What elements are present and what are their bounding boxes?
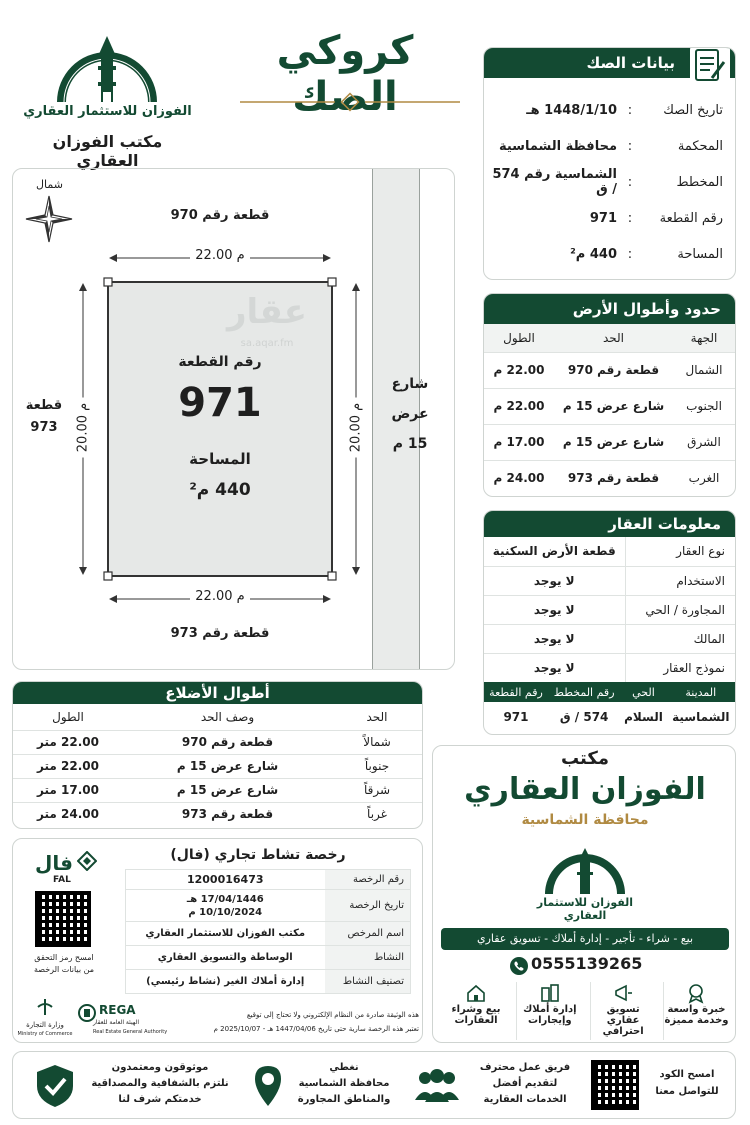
table-row [484,653,735,682]
cell-length: 22.00 متر [37,759,99,773]
feature-item [590,982,656,1040]
license-table [125,869,411,994]
footer-bar [12,1051,736,1119]
services-banner: بيع - شراء - تأجير - إدارة أملاك - تسويق عقاري [441,928,729,950]
license-heading: رخصة تشاط تجاري (فال) [170,847,346,863]
lot-number: 971 [178,380,262,426]
table-row [484,595,735,624]
license-note-1: هذه الوثيقة صادرة من النظام الإلكتروني ولا تحتاج إلى توقيع [246,1011,419,1019]
cell-limit: شارع عرض 15 م [562,435,665,449]
watermark: عقار [226,292,308,332]
fal-mark-icon [77,851,97,871]
property-heading: معلومات العقار [484,511,735,537]
table-row [484,566,735,595]
office-region: محافظة الشماسية [521,812,649,828]
left-neighbor-label: قطعة [25,398,63,413]
deed-value: 1448/1/10 هـ [526,102,617,118]
marketing-icon [591,982,656,1004]
location-table [484,682,735,732]
license-value: إدارة أملاك الغير (نشاط رئيسي) [146,976,305,987]
table-row [13,802,422,826]
office-pre: مكتب [560,748,609,769]
street-line2: عرض [391,406,429,422]
license-panel [12,838,423,1043]
cell-side: الغرب [688,471,720,486]
cell-length: 17.00 م [493,435,545,449]
property-label: المجاورة / الحي [625,595,735,624]
logo-brand-text: الفوزان للاستثمار العقاري [23,104,192,119]
deed-panel [483,47,736,280]
deed-heading: بيانات الصك [484,48,735,78]
deed-label: رقم القطعة [659,210,723,226]
license-label: تاريخ الرخصة [325,890,411,922]
cell-length: 17.00 متر [37,783,99,797]
trust-line: موثوقون ومعتمدون [111,1062,209,1073]
column-header: الجهة [690,330,718,345]
rega-title: REGA [99,1003,136,1017]
license-label: رقم الرخصة [325,870,411,890]
license-value: مكتب الفوزان للاستثمار العقاري [145,928,306,939]
feature-item [516,982,582,1040]
feature-line: وخدمة مميزة [664,1015,729,1026]
table-row [13,754,422,778]
sides-panel [12,681,423,829]
table-header-row [13,704,422,730]
street-line1: شارع [391,376,429,392]
house-icon [443,982,509,1004]
column-header: الحي [632,685,655,699]
fal-logo: فال [35,851,73,875]
cell-plan: 574 / ق [559,710,609,724]
column-header: الطول [503,330,535,345]
contact-qr-code[interactable] [591,1060,639,1110]
trust-block [85,1060,235,1108]
fal-en: FAL [53,875,71,885]
team-line: لتقديم أفضل [492,1078,558,1089]
left-neighbor-number: 973 [30,420,58,435]
team-icon [413,1066,461,1106]
cell-side: الشمال [685,363,723,377]
feature-line: تسويق عقاري [606,1004,640,1026]
property-label: المالك [625,624,735,653]
deed-row: رقم القطعة : 971 [484,200,735,236]
top-neighbor-label: قطعة رقم 970 [170,208,270,223]
ministry-name: وزارة التجارة [26,1021,64,1029]
page-title: كروكي الصك [276,28,414,120]
cell-side: شمالاً [363,735,391,749]
features-row [443,982,729,1040]
borders-heading: حدود وأطوال الأرض [484,294,735,324]
location-pin-icon [253,1064,283,1108]
feature-line: احترافي [602,1026,644,1037]
document-icon [690,47,730,88]
qr-line: امسح الكود [659,1069,715,1080]
cell-length: 24.00 متر [37,807,99,822]
cell-length: 22.00 متر [37,735,99,749]
property-value: لا يوجد [533,631,575,646]
qr-caption-1: امسح رمز التحقق [34,953,94,962]
dim-top: 22.00 م [190,248,250,263]
cell-limit: شارع عرض 15 م [562,399,665,413]
cell-desc: شارع عرض 15 م [176,783,279,797]
cell-length: 22.00 م [493,399,545,413]
table-row [484,624,735,653]
property-value: لا يوجد [533,602,575,617]
office-phone[interactable]: 0555139265 [531,954,643,973]
lot-label: رقم القطعة [178,354,262,370]
area-label: المساحة [189,450,251,468]
deed-value: 971 [589,210,617,226]
deed-label: المحكمة [677,138,723,154]
column-header: الطول [52,709,84,724]
sides-heading: أطوال الأضلاع [13,682,422,704]
license-note-2: تعتبر هذه الرخصة سارية حتى تاريخ 1447/04/06 هـ - 2025/10/07 م [213,1025,419,1033]
feature-item [663,982,729,1040]
cell-side: الشرق [687,435,721,449]
coverage-line: والمناطق المجاورة [297,1094,391,1105]
north-label: شمال [36,178,63,191]
dim-right: 20.00 م [349,398,364,458]
feature-line: إدارة أملاك [523,1004,577,1015]
cell-side: الجنوب [686,399,722,413]
feature-line: بيع وشراء [451,1004,501,1015]
trust-line: نلتزم بالشفافية والمصداقية [91,1078,229,1089]
column-header: وصف الحد [200,709,255,724]
cell-desc: قطعة رقم 973 [181,807,274,822]
office-title: الفوزان العقاري [464,772,706,807]
table-row [126,970,411,994]
deed-label: المخطط [676,174,723,190]
deed-row: المخطط : الشماسية رقم 574 / ق [484,164,735,200]
qr-block [645,1066,729,1100]
table-row [484,460,735,496]
qr-caption-2: من بيانات الرخصة [34,965,94,974]
table-row [484,702,735,732]
buildings-icon [517,982,582,1004]
license-label: تصنيف النشاط [325,970,411,994]
deed-rows [484,78,735,272]
deed-value: 440 م² [570,246,617,262]
watermark-url: sa.aqar.fm [240,338,294,349]
feature-line: العقارات [454,1015,498,1026]
column-header: الحد [602,330,625,345]
property-value: لا يوجد [533,573,575,588]
table-row [126,870,411,890]
column-header: رقم القطعة [489,685,543,699]
badge-icon [664,982,729,1004]
cell-side: غرباً [367,807,387,822]
feature-line: خبرة واسعة [667,1004,726,1015]
cell-side: شرقاً [363,783,391,797]
table-row [13,778,422,802]
license-date-hijri: 17/04/1446 هـ [186,893,264,905]
deed-value: محافظة الشماسية [498,138,617,154]
shield-check-icon [33,1062,77,1110]
office-logo-text: الفوزان للاستثمار العقاري [536,896,634,922]
feature-item [443,982,509,1040]
dim-bottom: 22.00 م [190,589,250,604]
area-value: 440 م² [189,480,251,500]
borders-panel [483,293,736,497]
table-header-row [484,682,735,702]
property-value: قطعة الأرض السكنية [492,544,616,559]
street-line3: 15 م [392,436,428,452]
borders-table [484,324,735,496]
cell-length: 22.00 م [493,363,545,377]
coverage-line: محافظة الشماسية [298,1078,390,1089]
cell-limit: قطعة رقم 973 [567,471,660,486]
logo-arc-text: محافظة الشماسية [66,26,148,36]
table-row [126,922,411,946]
team-block [465,1060,585,1108]
rega-english: Real Estate General Authority [93,1029,168,1035]
ministry-english: Ministry of Commerce [17,1031,73,1037]
office-logo [523,832,647,922]
coverage-line: نغطي [329,1062,359,1073]
column-header: الحد [366,709,388,724]
cell-limit: قطعة رقم 970 [567,363,660,377]
deed-value: الشماسية رقم 574 / ق [492,167,617,197]
qr-line: للتواصل معنا [655,1086,719,1097]
table-row [126,946,411,970]
license-value: الوساطة والتسويق العقاري [157,952,293,963]
table-row [484,352,735,388]
sides-table [13,704,422,826]
cell-length: 24.00 م [493,471,545,486]
office-name: مكتب الفوزان العقاري [52,132,163,170]
deed-row: المحكمة : محافظة الشماسية [484,128,735,164]
property-label: نوع العقار [625,537,735,566]
license-value: 1200016473 [186,873,264,886]
table-row [126,890,411,922]
table-row [484,424,735,460]
deed-row: المساحة : 440 م² [484,236,735,272]
property-table [484,537,735,682]
cell-lot: 971 [503,710,529,724]
property-label: الاستخدام [625,566,735,595]
phone-icon [509,956,529,976]
trust-line: خدمتكم شرف لنا [118,1094,202,1105]
table-row [484,388,735,424]
column-header: المدينة [685,685,717,699]
team-line: الخدمات العقارية [483,1094,567,1105]
license-qr-code [35,891,91,947]
cell-city: الشماسية [672,710,730,724]
deed-label: تاريخ الصك [663,102,723,118]
cell-desc: شارع عرض 15 م [176,759,279,773]
license-date-gregorian: 10/10/2024 م [188,906,263,918]
license-label: النشاط [325,946,411,970]
property-panel [483,510,736,735]
feature-line: وإيجارات [528,1015,572,1026]
dim-left: 20.00 م [76,398,91,458]
team-line: فريق عمل محترف [479,1062,571,1073]
ministry-emblem-icon [35,997,55,1017]
license-label: اسم المرخص [325,922,411,946]
column-header: رقم المخطط [553,685,615,699]
coverage-block [289,1060,399,1108]
table-row [484,537,735,566]
bottom-neighbor-label: قطعة رقم 973 [170,626,270,641]
cell-desc: قطعة رقم 970 [181,735,274,749]
table-row [13,730,422,754]
cell-side: جنوباً [364,759,390,773]
office-panel [432,745,736,1043]
deed-label: المساحة [677,246,723,262]
deed-row: تاريخ الصك : 1448/1/10 هـ [484,92,735,128]
property-value: لا يوجد [533,660,575,675]
property-label: نموذج العقار [625,653,735,682]
rega-subtitle: الهيئة العامة للعقار [93,1019,140,1026]
cell-district: السلام [624,710,663,724]
